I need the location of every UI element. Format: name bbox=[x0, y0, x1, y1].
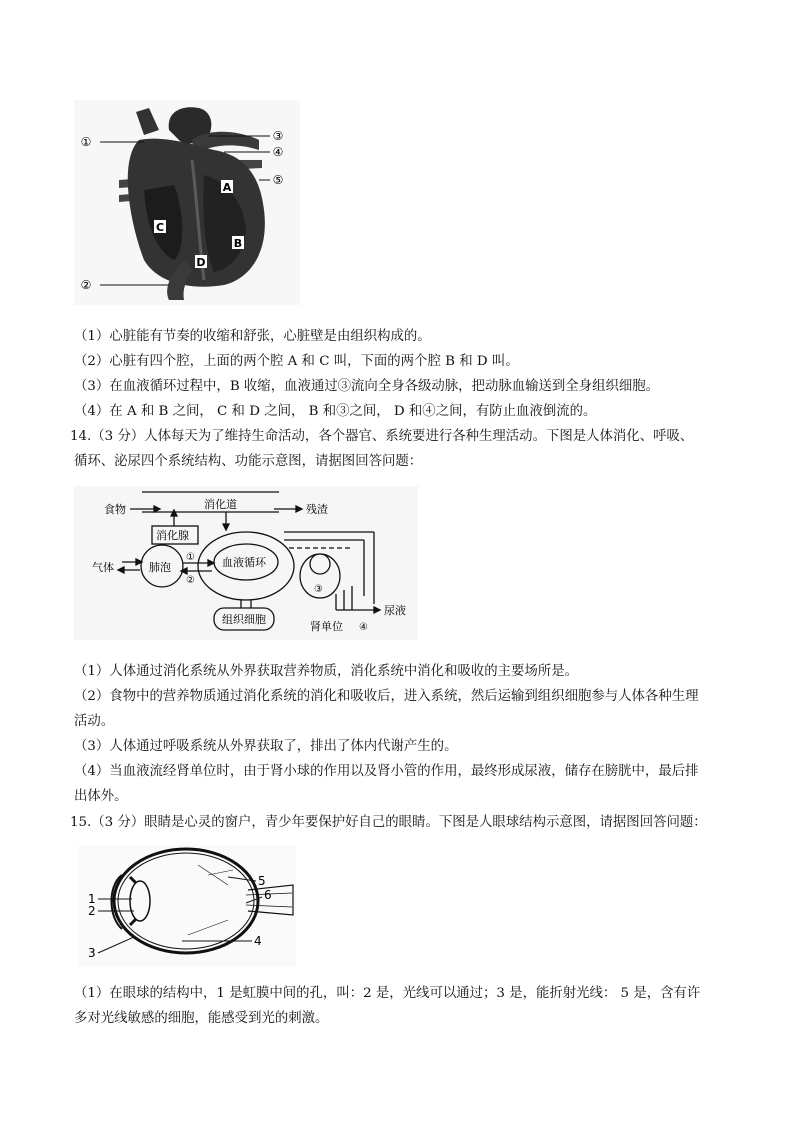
q14-stem-1: 14.（3 分）人体每天为了维持生命活动，各个器官、系统要进行各种生理活动。下图是人体消化、呼吸、 bbox=[70, 429, 694, 444]
label-blood-circulation: 血液循环 bbox=[222, 556, 266, 569]
q14-question-2b: 活动。 bbox=[74, 714, 115, 729]
heart-question-4: （4）在 A 和 B 之间， C 和 D 之间， B 和③之间， D 和④之间，有防止血液倒流的。 bbox=[74, 404, 597, 419]
eye-label-4: 4 bbox=[254, 934, 262, 948]
label-alveoli: 肺泡 bbox=[149, 561, 171, 574]
heart-diagram bbox=[74, 100, 300, 305]
q14-question-4: （4）当血液流经肾单位时，由于肾小球的作用以及肾小管的作用，最终形成尿液，储存在膀胱中，最后排 bbox=[74, 764, 699, 779]
label-n3: ③ bbox=[314, 584, 323, 595]
heart-question-1: （1）心脏能有节奏的收缩和舒张，心脏壁是由组织构成的。 bbox=[74, 329, 431, 344]
q15-question-1: （1）在眼球的结构中，1 是虹膜中间的孔，叫：2 是，光线可以通过；3 是，能折射光线： 5 是，含有许 bbox=[74, 986, 701, 1001]
chamber-A: A bbox=[222, 181, 232, 194]
label-urine: 尿液 bbox=[384, 604, 406, 617]
label-4: ④ bbox=[272, 145, 284, 159]
chamber-B: B bbox=[233, 237, 243, 250]
chamber-D: D bbox=[196, 256, 206, 269]
label-food: 食物 bbox=[104, 503, 126, 516]
q14-stem-2: 循环、泌尿四个系统结构、功能示意图，请据图回答问题： bbox=[74, 454, 423, 469]
heart-question-2: （2）心脏有四个腔，上面的两个腔 A 和 C 叫，下面的两个腔 B 和 D 叫。 bbox=[74, 354, 519, 369]
eye-label-1: 1 bbox=[88, 892, 96, 906]
label-digestive-tract: 消化道 bbox=[204, 498, 237, 511]
eye-label-2: 2 bbox=[88, 904, 96, 918]
q14-question-2: （2）食物中的营养物质通过消化系统的消化和吸收后，进入系统，然后运输到组织细胞参与人体各种生理 bbox=[74, 689, 699, 704]
q15-question-1b: 多对光线敏感的细胞，能感受到光的刺激。 bbox=[74, 1011, 329, 1026]
q14-question-1: （1）人体通过消化系统从外界获取营养物质，消化系统中消化和吸收的主要场所是。 bbox=[74, 664, 578, 679]
label-gas: 气体 bbox=[92, 561, 114, 574]
heart-question-3: （3）在血液循环过程中，B 收缩，血液通过③流向全身各级动脉，把动脉血输送到全身组织细胞。 bbox=[74, 379, 660, 394]
label-nephron: 肾单位 bbox=[310, 620, 343, 633]
label-tissue-cells: 组织细胞 bbox=[222, 613, 266, 626]
label-5: ⑤ bbox=[272, 173, 284, 187]
body-systems-diagram bbox=[74, 486, 418, 640]
label-3: ③ bbox=[272, 129, 284, 143]
label-digestive-gland: 消化腺 bbox=[156, 529, 189, 542]
label-residue: 残渣 bbox=[306, 503, 328, 516]
label-n2: ② bbox=[186, 575, 195, 586]
label-1: ① bbox=[80, 135, 92, 149]
label-n4: ④ bbox=[359, 622, 368, 633]
label-2: ② bbox=[80, 278, 92, 292]
eye-label-3: 3 bbox=[88, 946, 96, 960]
eye-label-5: 5 bbox=[258, 874, 266, 888]
q15-stem: 15.（3 分）眼睛是心灵的窗户，青少年要保护好自己的眼睛。下图是人眼球结构示意图，请据图回答问题： bbox=[70, 815, 707, 830]
eye-label-6: 6 bbox=[264, 888, 272, 902]
q14-question-3: （3）人体通过呼吸系统从外界获取了，排出了体内代谢产生的。 bbox=[74, 739, 458, 754]
label-n1: ① bbox=[186, 552, 195, 563]
chamber-C: C bbox=[155, 221, 165, 234]
q14-question-4b: 出体外。 bbox=[74, 789, 128, 804]
eyeball-diagram bbox=[78, 845, 296, 967]
